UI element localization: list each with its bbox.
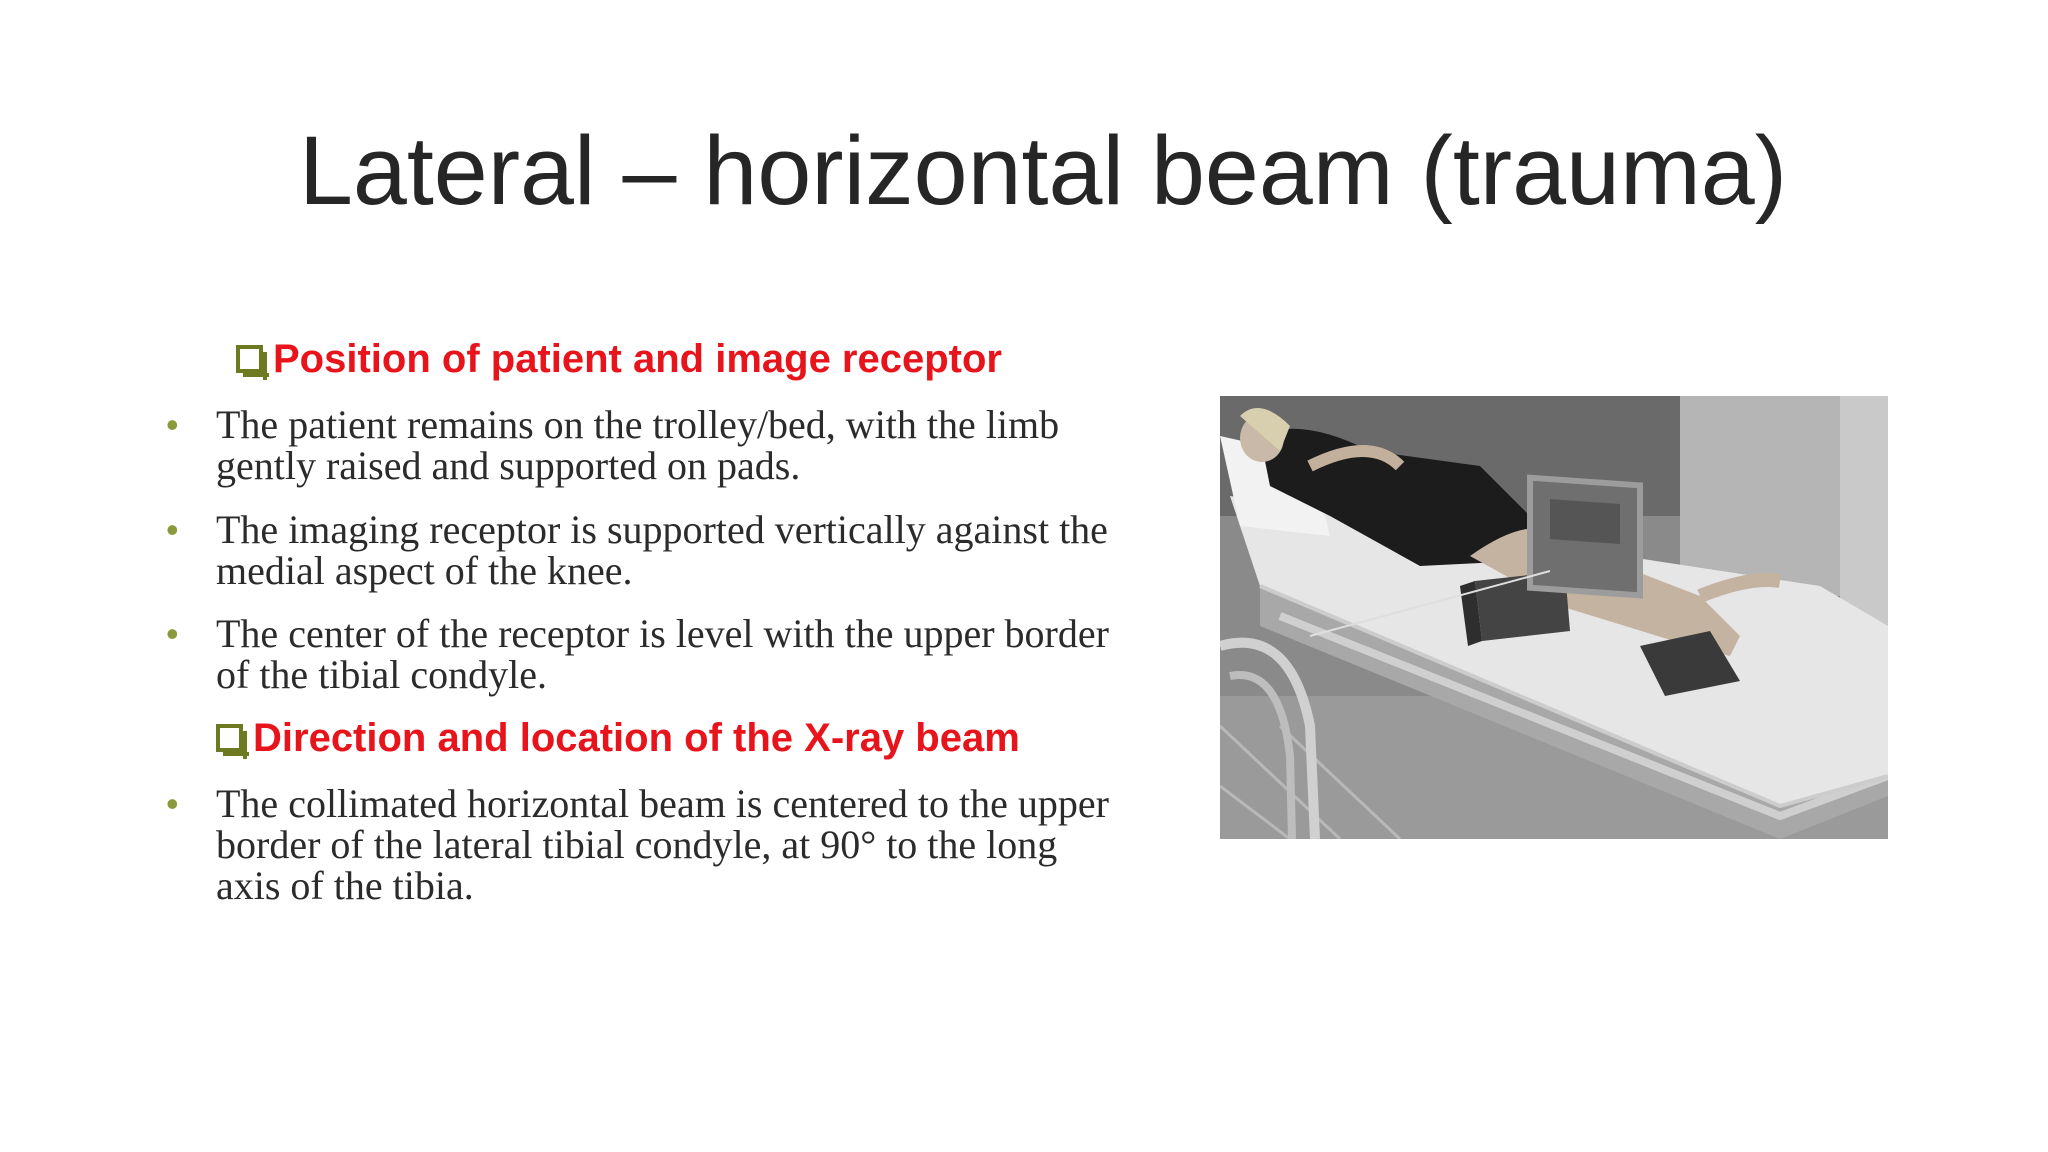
bullet-dot-icon: • <box>166 404 179 445</box>
bullet-text: The patient remains on the trolley/bed, with the limb gently raised and supported on pads. <box>216 402 1060 488</box>
section-heading-label: Direction and location of the X-ray beam <box>253 716 1020 760</box>
bullet-item <box>166 404 1126 486</box>
section-heading-direction <box>216 715 1020 761</box>
bullet-dot-icon: • <box>166 613 179 654</box>
bullet-text: The imaging receptor is supported vertically against the medial aspect of the knee. <box>216 507 1108 593</box>
bullet-text: The collimated horizontal beam is centered to the upper border of the lateral tibial condyle, at 90° to the long axis of the tibia. <box>216 781 1109 908</box>
bullet-item <box>166 613 1126 695</box>
slide-title: Lateral – horizontal beam (trauma) <box>298 116 1788 225</box>
section-heading-position <box>236 336 1002 382</box>
bullet-dot-icon: • <box>166 509 179 550</box>
bullet-item <box>166 783 1126 906</box>
bullet-dot-icon: • <box>166 783 179 824</box>
photo-illustration <box>1220 396 1888 839</box>
checkbox-square-icon <box>236 345 263 373</box>
checkbox-square-icon <box>216 724 243 752</box>
section-heading-label: Position of patient and image receptor <box>273 337 1002 381</box>
patient-positioning-photo <box>1220 396 1888 839</box>
bullet-item <box>166 509 1126 591</box>
bullet-text: The center of the receptor is level with the upper border of the tibial condyle. <box>216 611 1109 697</box>
